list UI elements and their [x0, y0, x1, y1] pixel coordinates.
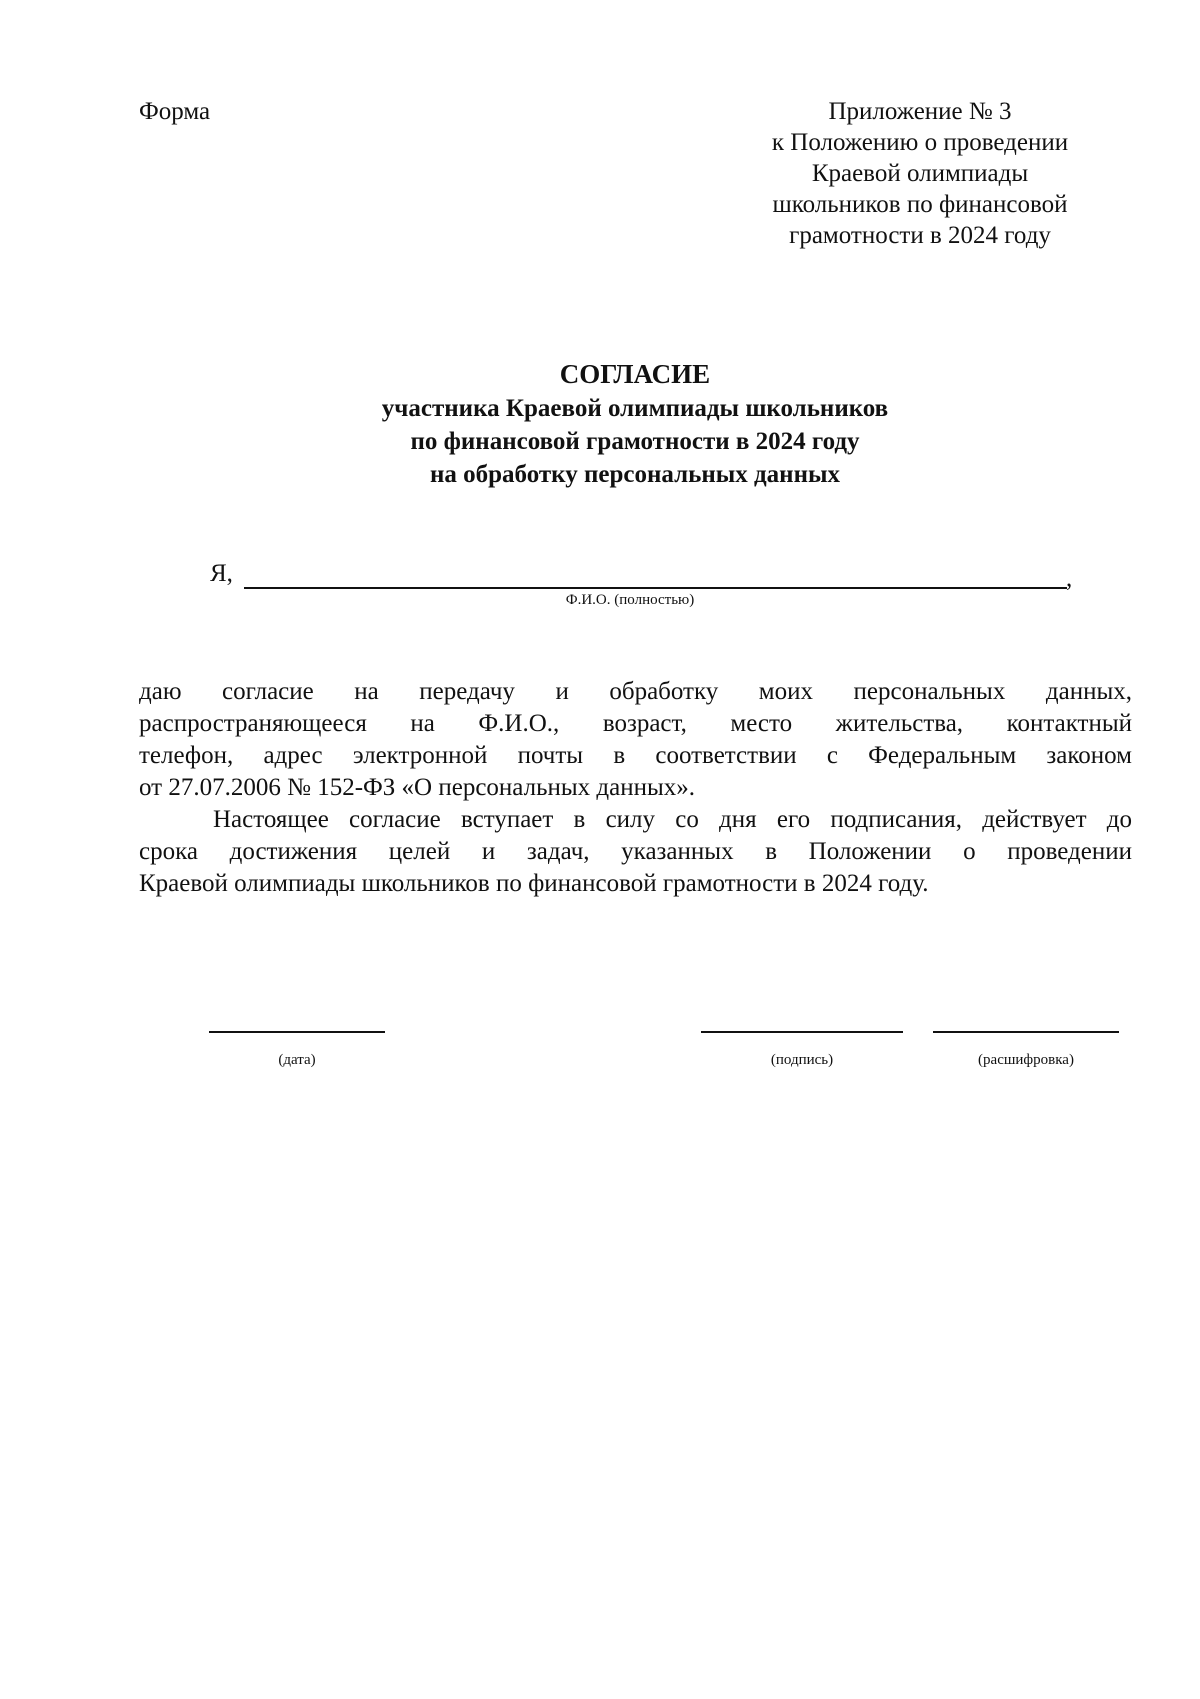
paragraph-line: Настоящее согласие вступает в силу со дня его подписания, действует до [213, 806, 1132, 833]
decoding-fill-line[interactable] [933, 1031, 1119, 1033]
appendix-line: грамотности в 2024 году [789, 222, 1051, 249]
paragraph-line: срока достижения целей и задач, указанных в Положении о проведении [139, 838, 1132, 865]
name-suffix: , [1066, 565, 1073, 592]
appendix-block [730, 96, 1110, 251]
appendix-line: Приложение № 3 [828, 98, 1012, 125]
appendix-line: Краевой олимпиады [811, 160, 1029, 187]
paragraph-line: даю согласие на передачу и обработку моих персональных данных, [139, 678, 1132, 705]
document-title: СОГЛАСИЕ [559, 359, 711, 389]
form-label: Форма [139, 98, 211, 125]
signature-fill-line[interactable] [701, 1031, 903, 1033]
subtitle-line: по финансовой грамотности в 2024 году [410, 428, 860, 455]
date-fill-line[interactable] [209, 1031, 385, 1033]
paragraph-line: распространяющееся на Ф.И.О., возраст, место жительства, контактный [139, 710, 1132, 737]
signature-caption: (подпись) [770, 1052, 834, 1068]
appendix-line: школьников по финансовой [772, 191, 1068, 218]
subtitle-line: участника Краевой олимпиады школьников [381, 395, 889, 422]
date-caption: (дата) [278, 1052, 316, 1068]
appendix-line: к Положению о проведении [771, 129, 1069, 156]
name-caption: Ф.И.О. (полностью) [565, 592, 695, 608]
name-prefix: Я, [210, 560, 233, 587]
paragraph-line: телефон, адрес электронной почты в соответствии с Федеральным законом [139, 742, 1132, 769]
name-fill-line[interactable] [244, 587, 1067, 589]
paragraph-line: от 27.07.2006 № 152-ФЗ «О персональных данных». [139, 774, 696, 801]
consent-paragraph [139, 676, 1132, 804]
validity-paragraph [139, 804, 1132, 900]
paragraph-line: Краевой олимпиады школьников по финансовой грамотности в 2024 году. [139, 870, 929, 897]
decoding-caption: (расшифровка) [978, 1052, 1074, 1068]
document-subtitle [0, 392, 1200, 491]
subtitle-line: на обработку персональных данных [430, 461, 840, 488]
